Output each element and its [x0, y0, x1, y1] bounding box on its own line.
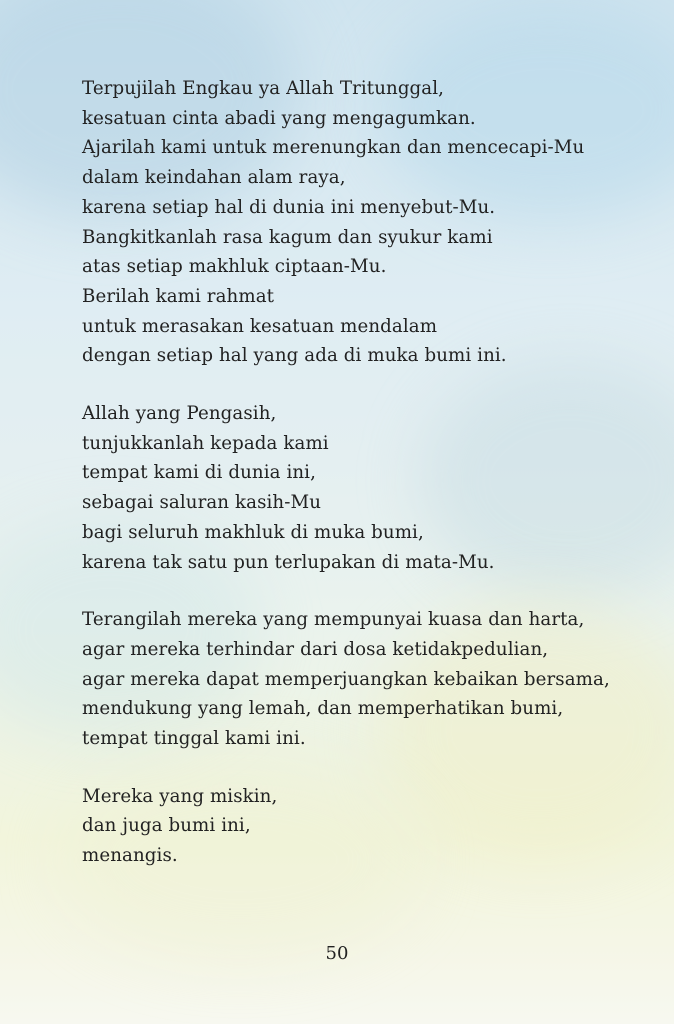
poem-line: sebagai saluran kasih-Mu — [82, 492, 322, 514]
poem-line: tunjukkanlah kepada kami — [82, 432, 329, 454]
poem-line: untuk merasakan kesatuan mendalam — [82, 315, 438, 337]
poem-line: Terpujilah Engkau ya Allah Tritunggal, — [82, 78, 445, 99]
poem-stanza — [82, 782, 642, 871]
poem-line: Allah yang Pengasih, — [82, 403, 277, 425]
poem-line: Ajarilah kami untuk merenungkan dan mencecapi-Mu — [82, 137, 585, 159]
poem-line: Bangkitkanlah rasa kagum dan syukur kami — [82, 226, 493, 248]
poem-line: kesatuan cinta abadi yang mengagumkan. — [82, 107, 476, 129]
poem-line: agar mereka terhindar dari dosa ketidakpedulian, — [82, 638, 549, 660]
poem-stanza — [82, 605, 642, 754]
poem-line: karena setiap hal di dunia ini menyebut-Mu. — [82, 196, 496, 218]
poem-line: dengan setiap hal yang ada di muka bumi ini. — [82, 345, 507, 367]
poem-line: dan juga bumi ini, — [82, 815, 251, 837]
poem-line: menangis. — [82, 845, 178, 867]
poem-line: atas setiap makhluk ciptaan-Mu. — [82, 256, 387, 278]
poem-line: mendukung yang lemah, dan memperhatikan bumi, — [82, 698, 564, 720]
poem-text — [82, 74, 642, 899]
poem-line: Terangilah mereka yang mempunyai kuasa dan harta, — [82, 609, 585, 631]
poem-line: dalam keindahan alam raya, — [82, 167, 346, 189]
poem-line: bagi seluruh makhluk di muka bumi, — [82, 521, 424, 543]
poem-line: Mereka yang miskin, — [82, 785, 278, 807]
poem-line: Berilah kami rahmat — [82, 285, 275, 307]
poem-stanza — [82, 399, 642, 577]
poem-stanza — [82, 74, 642, 371]
poem-line: agar mereka dapat memperjuangkan kebaikan bersama, — [82, 668, 610, 690]
poem-line: tempat tinggal kami ini. — [82, 728, 306, 750]
page-number: 50 — [325, 943, 349, 964]
poem-line: karena tak satu pun terlupakan di mata-Mu. — [82, 551, 495, 573]
poem-line: tempat kami di dunia ini, — [82, 462, 316, 484]
